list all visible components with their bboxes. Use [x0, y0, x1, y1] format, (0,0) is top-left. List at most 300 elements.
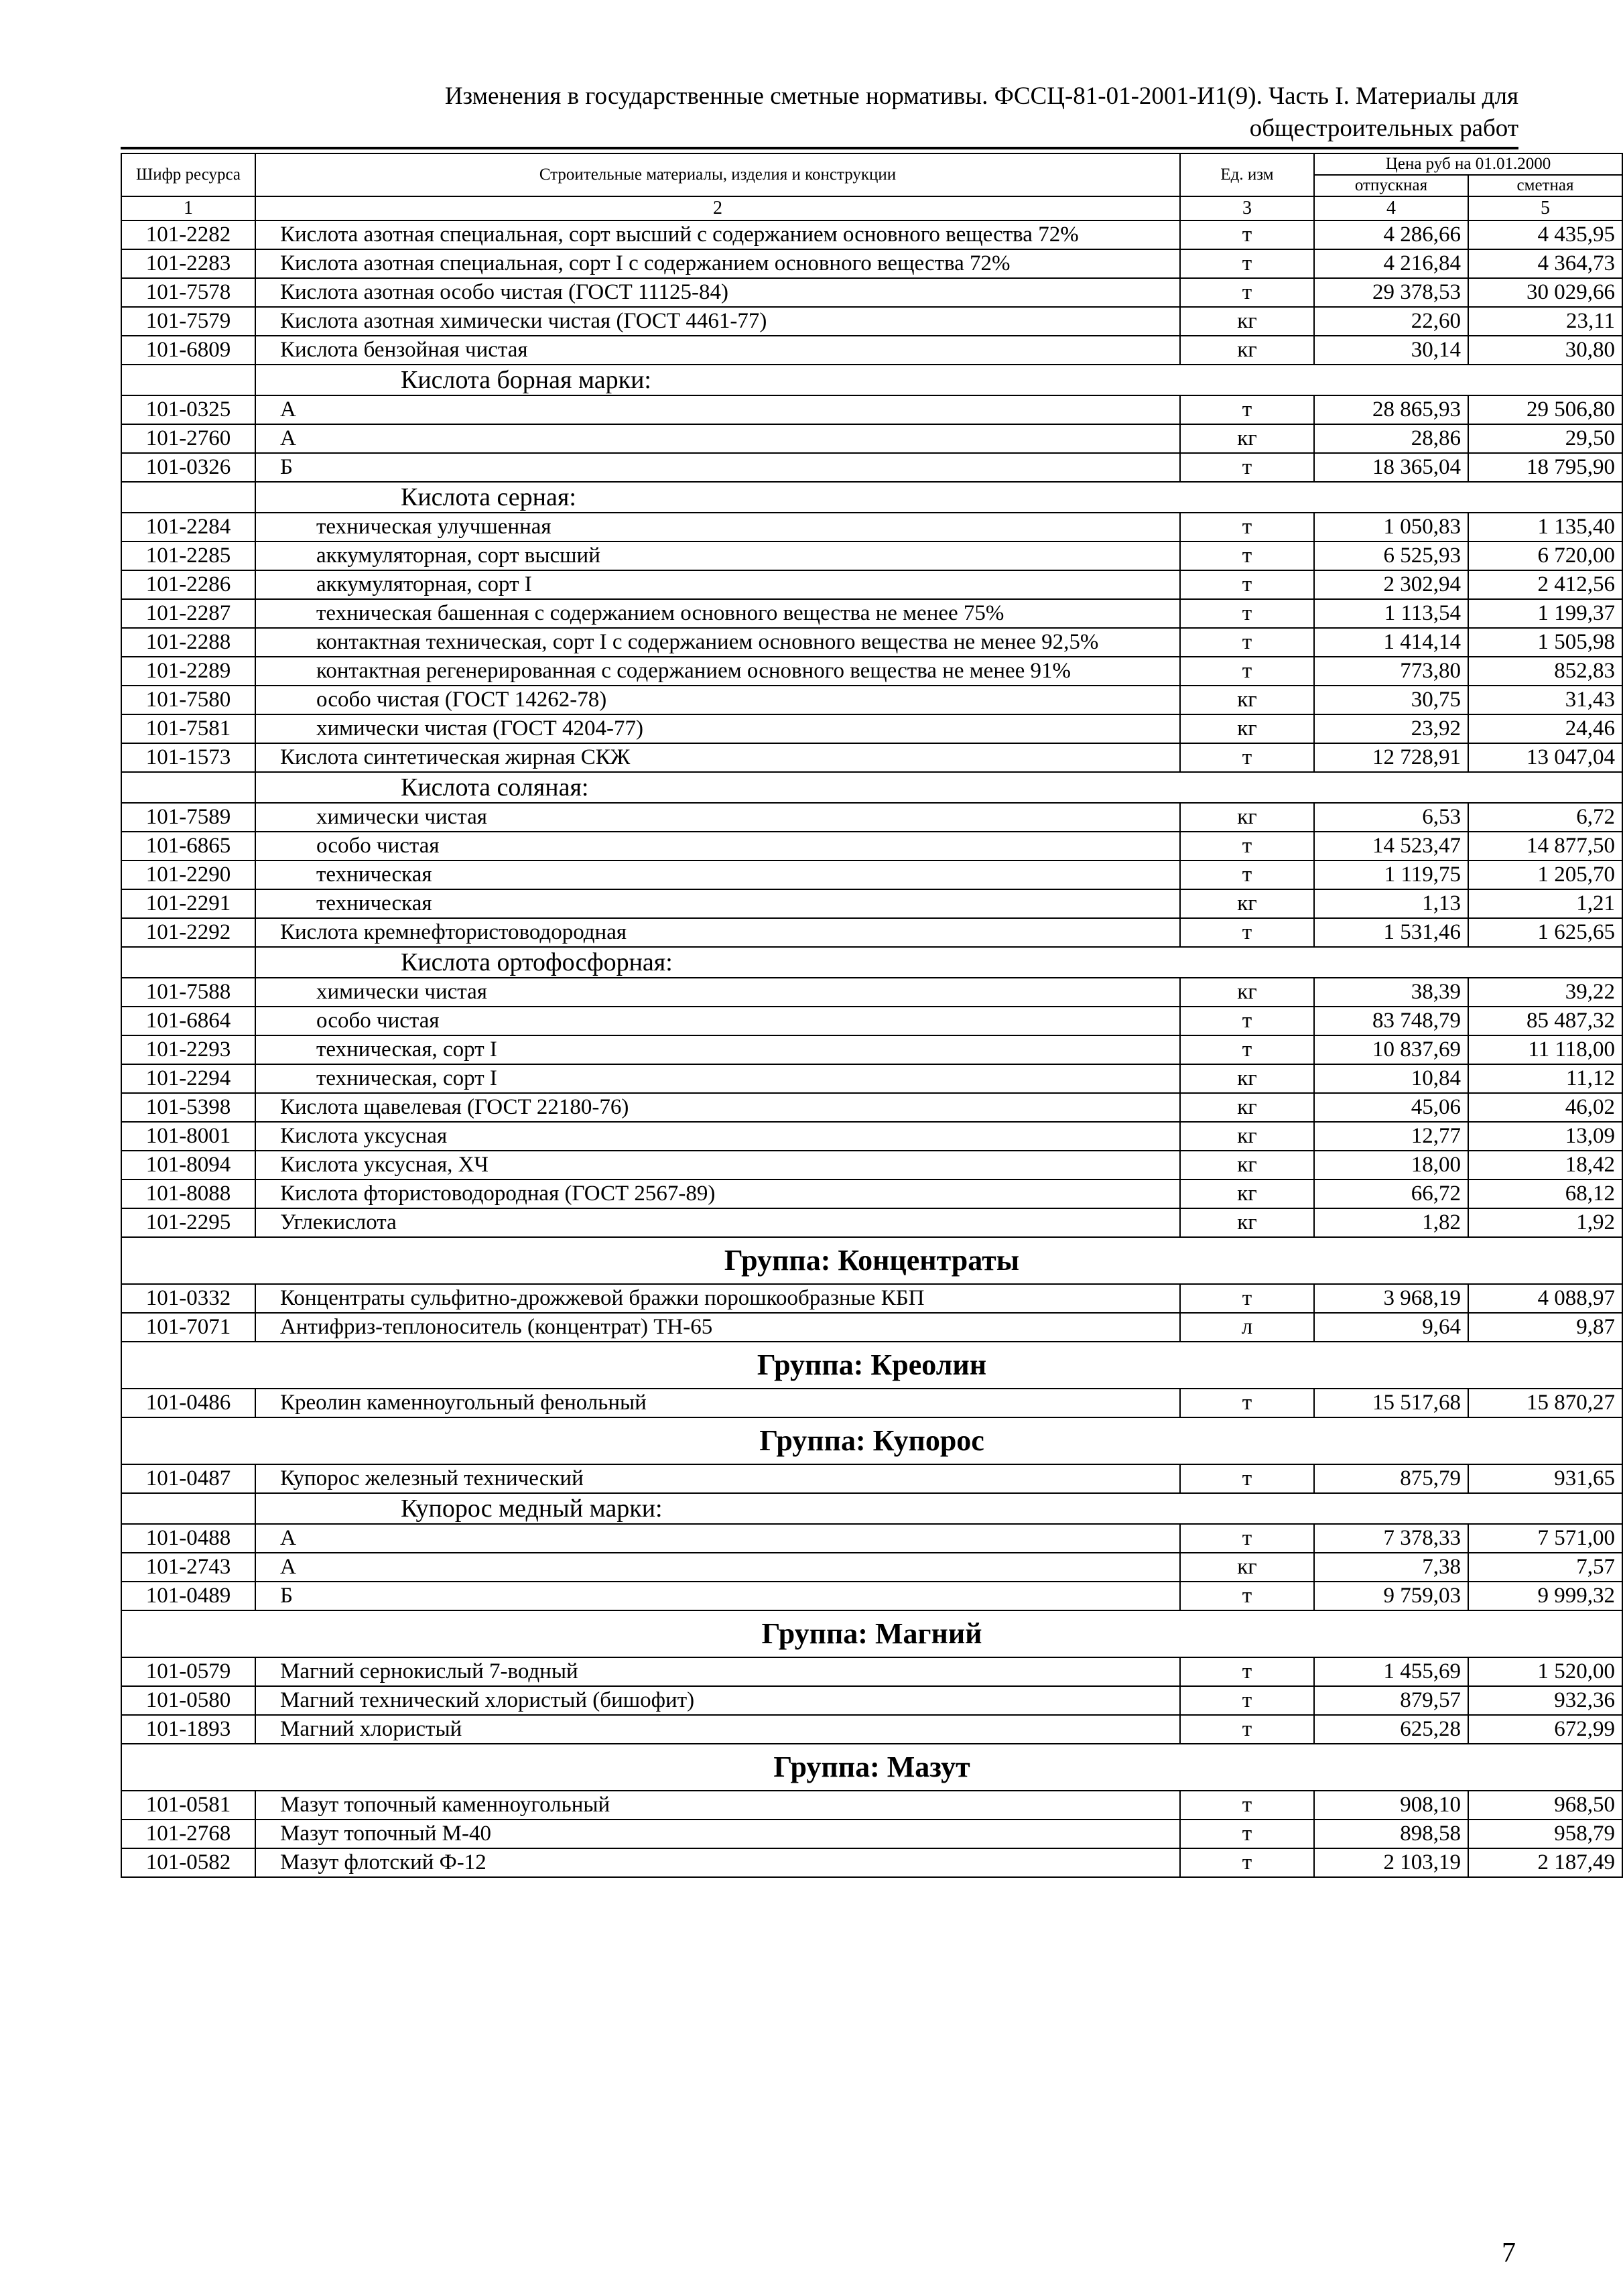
unit: кг — [1180, 803, 1314, 832]
estimate-price: 46,02 — [1468, 1093, 1622, 1122]
table-row — [121, 424, 1622, 453]
material-name-text: химически чистая — [316, 980, 487, 1004]
material-name-text: Кислота бензойная чистая — [280, 338, 528, 362]
material-name — [255, 395, 1180, 424]
table-row — [121, 570, 1622, 599]
header-name: Строительные материалы, изделия и конструкции — [255, 153, 1180, 196]
resource-code: 101-7588 — [121, 978, 255, 1007]
estimate-price: 18,42 — [1468, 1151, 1622, 1179]
table-row — [121, 1848, 1622, 1877]
table-row — [121, 1151, 1622, 1179]
material-name — [255, 1035, 1180, 1064]
table-row — [121, 1179, 1622, 1208]
group-heading-row — [121, 1237, 1622, 1284]
release-price: 38,39 — [1314, 978, 1468, 1007]
material-name-text: Кислота азотная специальная, сорт I с содержанием основного вещества 72% — [280, 251, 1011, 275]
subgroup-heading-row — [121, 365, 1622, 395]
estimate-price: 11,12 — [1468, 1064, 1622, 1093]
release-price: 3 968,19 — [1314, 1284, 1468, 1313]
material-name — [255, 978, 1180, 1007]
unit: т — [1180, 1686, 1314, 1715]
material-name-text: Кислота уксусная, ХЧ — [280, 1153, 489, 1177]
material-name-text: Концентраты сульфитно-дрожжевой бражки порошкообразные КБП — [280, 1286, 925, 1310]
table-row — [121, 832, 1622, 860]
unit: кг — [1180, 978, 1314, 1007]
estimate-price: 13,09 — [1468, 1122, 1622, 1151]
unit: т — [1180, 1657, 1314, 1686]
subgroup-heading-row — [121, 772, 1622, 803]
unit: т — [1180, 1820, 1314, 1848]
material-name-text: особо чистая — [316, 834, 440, 858]
unit: т — [1180, 453, 1314, 482]
estimate-price: 23,11 — [1468, 307, 1622, 336]
material-name — [255, 1007, 1180, 1035]
estimate-price: 39,22 — [1468, 978, 1622, 1007]
material-name — [255, 220, 1180, 249]
column-number: 5 — [1468, 196, 1622, 220]
unit: т — [1180, 1035, 1314, 1064]
release-price: 28 865,93 — [1314, 395, 1468, 424]
group-heading: Группа: Магний — [121, 1610, 1622, 1657]
table-row — [121, 1389, 1622, 1417]
subgroup-heading: Кислота ортофосфорная: — [255, 947, 1622, 978]
release-price: 773,80 — [1314, 657, 1468, 686]
table-row — [121, 395, 1622, 424]
resource-code: 101-2295 — [121, 1208, 255, 1237]
release-price: 10 837,69 — [1314, 1035, 1468, 1064]
release-price: 30,14 — [1314, 336, 1468, 365]
material-name-text: Кислота уксусная — [280, 1124, 448, 1148]
table-row — [121, 1035, 1622, 1064]
material-name-text: Купорос железный технический — [280, 1466, 584, 1490]
material-name — [255, 1122, 1180, 1151]
material-name — [255, 657, 1180, 686]
unit: т — [1180, 1284, 1314, 1313]
release-price: 14 523,47 — [1314, 832, 1468, 860]
material-name-text: Мазут топочный каменноугольный — [280, 1793, 610, 1817]
release-price: 23,92 — [1314, 714, 1468, 743]
column-number: 4 — [1314, 196, 1468, 220]
estimate-price: 672,99 — [1468, 1715, 1622, 1744]
material-name-text: Кислота азотная специальная, сорт высший с содержанием основного вещества 72% — [280, 222, 1079, 247]
material-name — [255, 1389, 1180, 1417]
subgroup-heading-row — [121, 947, 1622, 978]
resource-code: 101-7580 — [121, 686, 255, 714]
unit: т — [1180, 1715, 1314, 1744]
material-name-text: Кислота щавелевая (ГОСТ 22180-76) — [280, 1095, 629, 1119]
column-number: 1 — [121, 196, 255, 220]
table-row — [121, 1820, 1622, 1848]
material-name-text: А — [280, 1526, 296, 1550]
unit: кг — [1180, 1553, 1314, 1582]
material-name — [255, 513, 1180, 541]
resource-code: 101-7579 — [121, 307, 255, 336]
resource-code — [121, 1493, 255, 1524]
estimate-price: 18 795,90 — [1468, 453, 1622, 482]
resource-code: 101-2282 — [121, 220, 255, 249]
table-row — [121, 336, 1622, 365]
estimate-price: 68,12 — [1468, 1179, 1622, 1208]
resource-code: 101-2768 — [121, 1820, 255, 1848]
release-price: 6,53 — [1314, 803, 1468, 832]
group-heading-row — [121, 1744, 1622, 1791]
table-body — [121, 220, 1622, 1877]
unit: т — [1180, 1464, 1314, 1493]
unit: кг — [1180, 1151, 1314, 1179]
release-price: 875,79 — [1314, 1464, 1468, 1493]
release-price: 18 365,04 — [1314, 453, 1468, 482]
resource-code — [121, 772, 255, 803]
estimate-price: 1 520,00 — [1468, 1657, 1622, 1686]
table-row — [121, 1093, 1622, 1122]
resource-code: 101-8094 — [121, 1151, 255, 1179]
release-price: 83 748,79 — [1314, 1007, 1468, 1035]
resource-code: 101-0486 — [121, 1389, 255, 1417]
release-price: 7 378,33 — [1314, 1524, 1468, 1553]
material-name — [255, 1524, 1180, 1553]
estimate-price: 1,92 — [1468, 1208, 1622, 1237]
material-name — [255, 1582, 1180, 1610]
table-row — [121, 1064, 1622, 1093]
release-price: 898,58 — [1314, 1820, 1468, 1848]
table-row — [121, 1313, 1622, 1342]
unit: т — [1180, 1848, 1314, 1877]
release-price: 29 378,53 — [1314, 278, 1468, 307]
release-price: 28,86 — [1314, 424, 1468, 453]
resource-code: 101-2284 — [121, 513, 255, 541]
unit: т — [1180, 860, 1314, 889]
material-name — [255, 1657, 1180, 1686]
resource-code: 101-2287 — [121, 599, 255, 628]
unit: кг — [1180, 1208, 1314, 1237]
header-price: Цена руб на 01.01.2000 — [1314, 153, 1622, 175]
resource-code: 101-2285 — [121, 541, 255, 570]
table-row — [121, 307, 1622, 336]
unit: т — [1180, 513, 1314, 541]
estimate-price: 29,50 — [1468, 424, 1622, 453]
release-price: 1 531,46 — [1314, 918, 1468, 947]
release-price: 2 103,19 — [1314, 1848, 1468, 1877]
unit: т — [1180, 1524, 1314, 1553]
unit: кг — [1180, 307, 1314, 336]
material-name-text: Кислота фтористоводородная (ГОСТ 2567-89) — [280, 1182, 716, 1206]
material-name — [255, 249, 1180, 278]
estimate-price: 1,21 — [1468, 889, 1622, 918]
unit: т — [1180, 628, 1314, 657]
estimate-price: 932,36 — [1468, 1686, 1622, 1715]
material-name — [255, 1553, 1180, 1582]
resource-code: 101-6809 — [121, 336, 255, 365]
unit: т — [1180, 918, 1314, 947]
estimate-price: 4 364,73 — [1468, 249, 1622, 278]
resource-code: 101-8088 — [121, 1179, 255, 1208]
resource-code: 101-0579 — [121, 1657, 255, 1686]
material-name — [255, 918, 1180, 947]
estimate-price: 30,80 — [1468, 336, 1622, 365]
material-name-text: техническая — [316, 863, 432, 887]
material-name-text: Мазут топочный М-40 — [280, 1822, 491, 1846]
estimate-price: 1 199,37 — [1468, 599, 1622, 628]
material-name — [255, 628, 1180, 657]
unit: т — [1180, 599, 1314, 628]
resource-code: 101-6865 — [121, 832, 255, 860]
estimate-price: 6,72 — [1468, 803, 1622, 832]
resource-code: 101-0489 — [121, 1582, 255, 1610]
material-name-text: А — [280, 426, 296, 450]
table-row — [121, 1122, 1622, 1151]
release-price: 66,72 — [1314, 1179, 1468, 1208]
subgroup-heading: Кислота соляная: — [255, 772, 1622, 803]
material-name — [255, 803, 1180, 832]
estimate-price: 2 412,56 — [1468, 570, 1622, 599]
resource-code: 101-2291 — [121, 889, 255, 918]
material-name — [255, 860, 1180, 889]
material-name-text: техническая улучшенная — [316, 515, 551, 539]
resource-code: 101-1573 — [121, 743, 255, 772]
estimate-price: 15 870,27 — [1468, 1389, 1622, 1417]
table-row — [121, 860, 1622, 889]
unit: т — [1180, 220, 1314, 249]
subgroup-heading-row — [121, 1493, 1622, 1524]
material-name — [255, 889, 1180, 918]
resource-code: 101-0581 — [121, 1791, 255, 1820]
resource-code: 101-0325 — [121, 395, 255, 424]
unit: т — [1180, 570, 1314, 599]
title-line-1: Изменения в государственные сметные нормативы. ФССЦ-81-01-2001-И1(9). Часть I. Материалы для — [444, 82, 1518, 110]
unit: кг — [1180, 424, 1314, 453]
material-name — [255, 714, 1180, 743]
table-row — [121, 1686, 1622, 1715]
header-code: Шифр ресурса — [121, 153, 255, 196]
release-price: 30,75 — [1314, 686, 1468, 714]
resource-code: 101-8001 — [121, 1122, 255, 1151]
material-name-text: химически чистая — [316, 805, 487, 829]
unit: т — [1180, 541, 1314, 570]
release-price: 1 414,14 — [1314, 628, 1468, 657]
table-row — [121, 1284, 1622, 1313]
unit: кг — [1180, 686, 1314, 714]
material-name-text: контактная техническая, сорт I с содержанием основного вещества не менее 92,5% — [316, 630, 1099, 654]
material-name — [255, 743, 1180, 772]
table-row — [121, 249, 1622, 278]
material-name — [255, 278, 1180, 307]
resource-code — [121, 365, 255, 395]
table-row — [121, 1715, 1622, 1744]
material-name — [255, 1313, 1180, 1342]
material-name — [255, 599, 1180, 628]
material-name-text: Кислота кремнефтористоводородная — [280, 920, 627, 944]
release-price: 1,82 — [1314, 1208, 1468, 1237]
table-row — [121, 918, 1622, 947]
release-price: 2 302,94 — [1314, 570, 1468, 599]
resource-code: 101-2288 — [121, 628, 255, 657]
release-price: 9 759,03 — [1314, 1582, 1468, 1610]
group-heading: Группа: Креолин — [121, 1342, 1622, 1389]
release-price: 908,10 — [1314, 1791, 1468, 1820]
unit: кг — [1180, 714, 1314, 743]
table-row — [121, 1553, 1622, 1582]
column-number: 2 — [255, 196, 1180, 220]
unit: т — [1180, 743, 1314, 772]
resource-code: 101-1893 — [121, 1715, 255, 1744]
estimate-price: 1 625,65 — [1468, 918, 1622, 947]
estimate-price: 2 187,49 — [1468, 1848, 1622, 1877]
material-name-text: техническая башенная с содержанием основного вещества не менее 75% — [316, 601, 1004, 625]
table-row — [121, 541, 1622, 570]
table-row — [121, 714, 1622, 743]
release-price: 15 517,68 — [1314, 1389, 1468, 1417]
table-row — [121, 889, 1622, 918]
unit: т — [1180, 832, 1314, 860]
unit: т — [1180, 1007, 1314, 1035]
group-heading: Группа: Мазут — [121, 1744, 1622, 1791]
estimate-price: 4 435,95 — [1468, 220, 1622, 249]
group-heading-row — [121, 1417, 1622, 1464]
release-price: 12,77 — [1314, 1122, 1468, 1151]
release-price: 1 455,69 — [1314, 1657, 1468, 1686]
resource-code: 101-6864 — [121, 1007, 255, 1035]
table-row — [121, 513, 1622, 541]
price-table — [121, 153, 1623, 1878]
resource-code: 101-7578 — [121, 278, 255, 307]
estimate-price: 852,83 — [1468, 657, 1622, 686]
resource-code: 101-0582 — [121, 1848, 255, 1877]
material-name-text: контактная регенерированная с содержанием основного вещества не менее 91% — [316, 659, 1072, 683]
resource-code: 101-7589 — [121, 803, 255, 832]
resource-code: 101-2289 — [121, 657, 255, 686]
material-name — [255, 453, 1180, 482]
material-name-text: Кислота азотная особо чистая (ГОСТ 11125-84) — [280, 280, 729, 304]
resource-code: 101-7071 — [121, 1313, 255, 1342]
release-price: 22,60 — [1314, 307, 1468, 336]
estimate-price: 9,87 — [1468, 1313, 1622, 1342]
estimate-price: 931,65 — [1468, 1464, 1622, 1493]
resource-code: 101-0487 — [121, 1464, 255, 1493]
title-rule — [121, 147, 1518, 149]
material-name — [255, 570, 1180, 599]
resource-code: 101-0580 — [121, 1686, 255, 1715]
resource-code — [121, 482, 255, 513]
header-estimate: сметная — [1468, 175, 1622, 196]
estimate-price: 1 135,40 — [1468, 513, 1622, 541]
material-name — [255, 1464, 1180, 1493]
material-name — [255, 1093, 1180, 1122]
material-name-text: Кислота азотная химически чистая (ГОСТ 4461-77) — [280, 309, 767, 333]
release-price: 10,84 — [1314, 1064, 1468, 1093]
material-name-text: особо чистая (ГОСТ 14262-78) — [316, 688, 607, 712]
material-name — [255, 1179, 1180, 1208]
material-name-text: Креолин каменноугольный фенольный — [280, 1391, 647, 1415]
unit: кг — [1180, 1093, 1314, 1122]
release-price: 6 525,93 — [1314, 541, 1468, 570]
resource-code: 101-7581 — [121, 714, 255, 743]
table-row — [121, 278, 1622, 307]
table-row — [121, 1208, 1622, 1237]
resource-code: 101-2293 — [121, 1035, 255, 1064]
unit: т — [1180, 1582, 1314, 1610]
material-name — [255, 1820, 1180, 1848]
material-name — [255, 1715, 1180, 1744]
material-name-text: техническая, сорт I — [316, 1037, 497, 1062]
column-numbers-row — [121, 196, 1622, 220]
resource-code: 101-2760 — [121, 424, 255, 453]
material-name-text: особо чистая — [316, 1009, 440, 1033]
material-name-text: Углекислота — [280, 1210, 397, 1234]
material-name — [255, 307, 1180, 336]
material-name — [255, 1151, 1180, 1179]
material-name-text: техническая, сорт I — [316, 1066, 497, 1090]
estimate-price: 968,50 — [1468, 1791, 1622, 1820]
material-name-text: Антифриз-теплоноситель (концентрат) ТН-65 — [280, 1315, 713, 1339]
unit: кг — [1180, 336, 1314, 365]
estimate-price: 24,46 — [1468, 714, 1622, 743]
unit: л — [1180, 1313, 1314, 1342]
table-row — [121, 1524, 1622, 1553]
estimate-price: 6 720,00 — [1468, 541, 1622, 570]
estimate-price: 13 047,04 — [1468, 743, 1622, 772]
unit: т — [1180, 249, 1314, 278]
table-row — [121, 599, 1622, 628]
material-name — [255, 1686, 1180, 1715]
header-release: отпускная — [1314, 175, 1468, 196]
estimate-price: 4 088,97 — [1468, 1284, 1622, 1313]
table-row — [121, 1582, 1622, 1610]
release-price: 7,38 — [1314, 1553, 1468, 1582]
table-row — [121, 686, 1622, 714]
unit: т — [1180, 395, 1314, 424]
estimate-price: 958,79 — [1468, 1820, 1622, 1848]
table-row — [121, 1791, 1622, 1820]
material-name — [255, 1284, 1180, 1313]
resource-code: 101-0326 — [121, 453, 255, 482]
material-name — [255, 1848, 1180, 1877]
resource-code: 101-0488 — [121, 1524, 255, 1553]
material-name — [255, 686, 1180, 714]
subgroup-heading: Кислота серная: — [255, 482, 1622, 513]
material-name-text: Б — [280, 455, 293, 479]
material-name — [255, 832, 1180, 860]
resource-code: 101-2743 — [121, 1553, 255, 1582]
material-name-text: аккумуляторная, сорт высший — [316, 544, 600, 568]
material-name-text: Кислота синтетическая жирная СКЖ — [280, 745, 631, 769]
estimate-price: 1 505,98 — [1468, 628, 1622, 657]
table-row — [121, 657, 1622, 686]
unit: кг — [1180, 1064, 1314, 1093]
material-name — [255, 1208, 1180, 1237]
unit: т — [1180, 278, 1314, 307]
group-heading-row — [121, 1610, 1622, 1657]
material-name-text: А — [280, 397, 296, 422]
subgroup-heading: Купорос медный марки: — [255, 1493, 1622, 1524]
material-name-text: А — [280, 1555, 296, 1579]
material-name-text: Мазут флотский Ф-12 — [280, 1850, 486, 1874]
title-line-2: общестроительных работ — [1249, 115, 1518, 142]
resource-code: 101-5398 — [121, 1093, 255, 1122]
material-name — [255, 336, 1180, 365]
group-heading: Группа: Концентраты — [121, 1237, 1622, 1284]
estimate-price: 9 999,32 — [1468, 1582, 1622, 1610]
release-price: 1 050,83 — [1314, 513, 1468, 541]
release-price: 45,06 — [1314, 1093, 1468, 1122]
material-name — [255, 541, 1180, 570]
material-name-text: аккумуляторная, сорт I — [316, 572, 532, 596]
group-heading-row — [121, 1342, 1622, 1389]
resource-code: 101-2292 — [121, 918, 255, 947]
material-name-text: техническая — [316, 891, 432, 915]
column-number: 3 — [1180, 196, 1314, 220]
unit: т — [1180, 657, 1314, 686]
estimate-price: 31,43 — [1468, 686, 1622, 714]
